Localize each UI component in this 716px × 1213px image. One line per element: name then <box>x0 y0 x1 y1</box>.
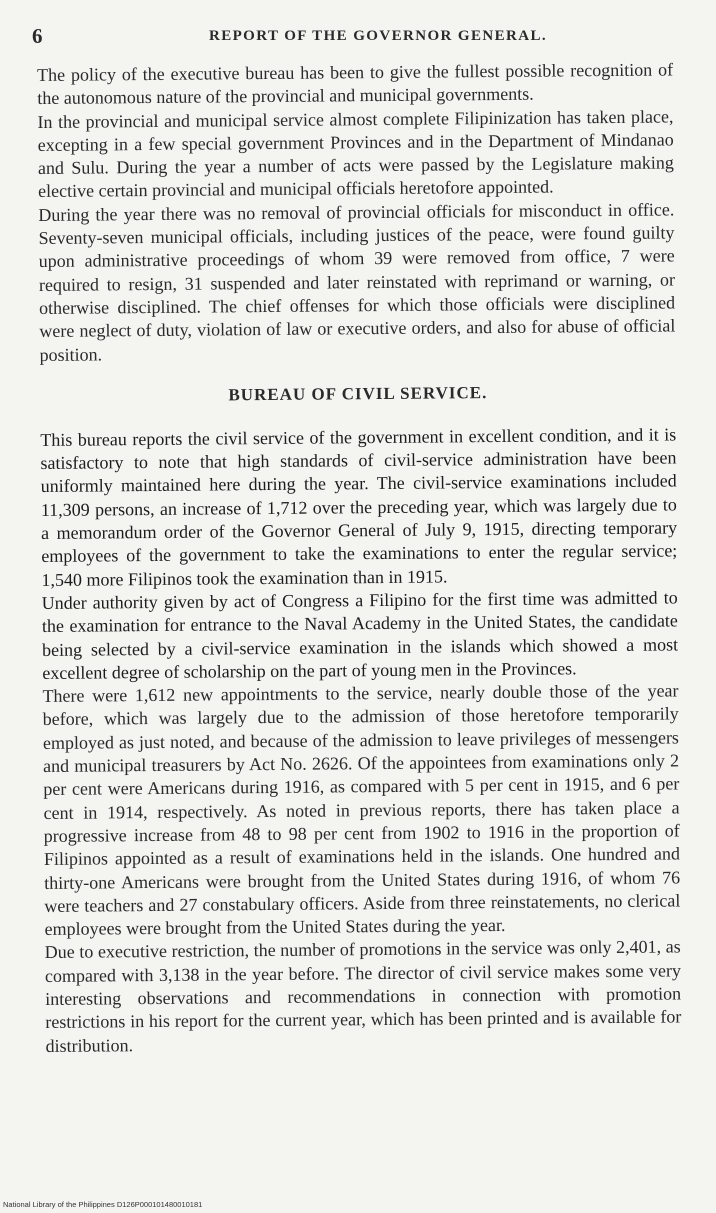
paragraph-promotions: Due to executive restriction, the number of promotions in the service was only 2,401, as compared with 3,138 in the year before. The director of civil service makes some very interesting observations and recommendations in connection with promotion restrictions in his report for the current year, which has been printed and is available for distribution. <box>44 936 682 1056</box>
paragraph-naval-academy: Under authority given by act of Congress a Filipino for the first time was admitted to the examination for entrance to the Naval Academy in the United States, the candidate being selected by a civil-service examination in the islands which showed a most excellent degree of scholarship on the part of young men in the Provinces. <box>41 587 679 683</box>
body-text <box>37 58 682 1057</box>
running-head <box>32 22 684 48</box>
page-number: 6 <box>32 24 43 48</box>
paragraph-civil-service-condition: This bureau reports the civil service of the government in excellent condition, and it is satisfactory to note that high standards of civil-service administration have been uniformly maintained here during the year. The civil-service examinations included 11,309 persons, an increase of 1,712 over the preceding year, which was largely due to a memorandum order of the Governor General of July 9, 1915, directing temporary employees of the government to take the examinations to enter the regular service; 1,540 more Filipinos took the examination than in 1915. <box>40 424 678 590</box>
paragraph-removals: During the year there was no removal of provincial officials for misconduct in office. Seventy-seven municipal officials, including justices of the peace, were found guilty upon administrative proceedings of whom 39 were removed from office, 7 were required to resign, 31 suspended and later reinstated with reprimand or warning, or otherwise disciplined. The chief offenses for which those officials were disciplined were neglect of duty, violation of law or executive orders, and also for abuse of official position. <box>38 199 676 365</box>
section-heading-civil-service: BUREAU OF CIVIL SERVICE. <box>228 382 488 405</box>
running-head-title: REPORT OF THE GOVERNOR GENERAL. <box>208 28 548 44</box>
paragraph-appointments: There were 1,612 new appointments to the service, nearly double those of the year before, which was largely due to the admission of those heretofore temporarily employed as just noted, and because of the admission to leave privileges of messengers and municipal treasurers by Act No. 2626. Of the appointees from examinations only 2 per cent were Americans during 1916, as compared with 5 per cent in 1915, and 6 per cent in 1914, respectively. As noted in previous reports, there has taken place a progressive increase from 48 to 98 per cent from 1902 to 1916 in the proportion of Filipinos appointed as a result of examinations held in the islands. One hundred and thirty-one Americans were brought from the United States during 1916, of whom 76 were teachers and 27 constabulary officers. Aside from three reinstatements, no clerical employees were brought from the United States during the year. <box>42 680 681 940</box>
paragraph-executive-policy: The policy of the executive bureau has been to give the fullest possible recognition of the autonomous nature of the provincial and municipal governments. <box>37 59 674 109</box>
paragraph-filipinization: In the provincial and municipal service almost complete Filipinization has taken place, excepting in a few special government Provinces and in the Department of Mindanao and Sulu. During the year a number of acts were passed by the Legislature making elective certain provincial and municipal officials heretofore appointed. <box>37 106 674 202</box>
library-stamp: National Library of the Philippines D126P000101480010181 <box>3 1200 203 1209</box>
